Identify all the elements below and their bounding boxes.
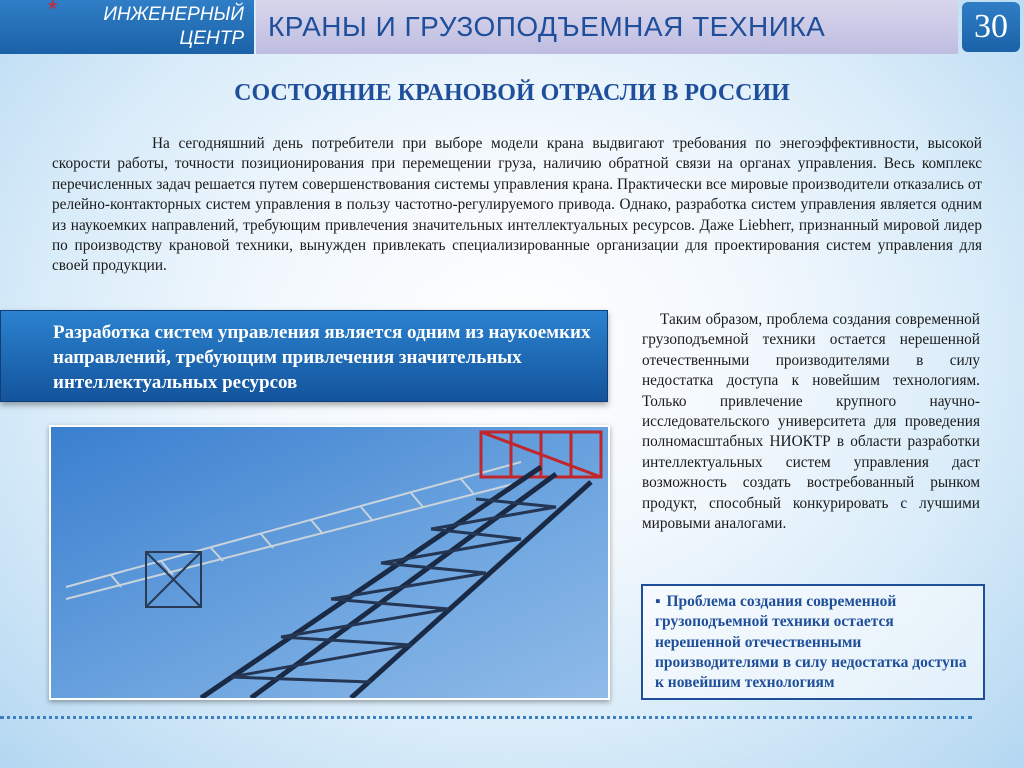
logo-block [0,0,254,54]
page-number: 30 [962,2,1020,52]
footer-divider [0,716,972,719]
bullet-icon: ▪ [655,593,661,610]
conclusion-paragraph: Таким образом, проблема создания современной грузоподъемной техники остается нерешенной отечественными производителями в силу недостатка доступа к новейшим технологиям. Только привлечение крупного научно-исследовательского университета для проведения полномасштабных НИОКТР в области разработки интеллектуальных систем управления даст возможность создать востребованный рынком продукт, способный конкурировать с лучшими мировыми аналогами. [642,311,980,533]
summary-box [641,584,985,700]
intro-paragraph: На сегодняшний день потребители при выборе модели крана выдвигают требования по энегоэффективности, высокой скорости работы, точности позиционирования при перемещении груза, наличию обратной связи на органах управления. Весь комплекс перечисленных задач решается путем совершенствования системы управления крана. Практически все мировые производители отказались от релейно-контакторных систем управления в пользу частотно-регулируемого привода. Однако, разработка систем управления является одним из наукоемких направлений, требующим привлечения значительных интеллектуальных ресурсов. Даже Liebherr, признанный мировой лидер по производству крановой техники, вынужден привлекать специализированные организации для проектирования систем управления для своей продукции. [52,135,982,275]
logo-star-icon: * [48,0,58,23]
crane-photo [49,425,610,700]
highlight-quote: Разработка систем управления является одним из наукоемких направлений, требующим привлечения значительных интеллектуальных ресурсов [0,310,608,402]
summary-text: Проблема создания современной грузоподъемной техники остается нерешенной отечественными производителями в силу недостатка доступа к новейшим технологиям [655,593,967,692]
slide-title: КРАНЫ И ГРУЗОПОДЪЕМНАЯ ТЕХНИКА [256,0,958,54]
section-title: СОСТОЯНИЕ КРАНОВОЙ ОТРАСЛИ В РОССИИ [234,80,790,106]
logo-line-2: ЦЕНТР [179,28,244,49]
logo-line-1: ИНЖЕНЕРНЫЙ [103,4,244,25]
